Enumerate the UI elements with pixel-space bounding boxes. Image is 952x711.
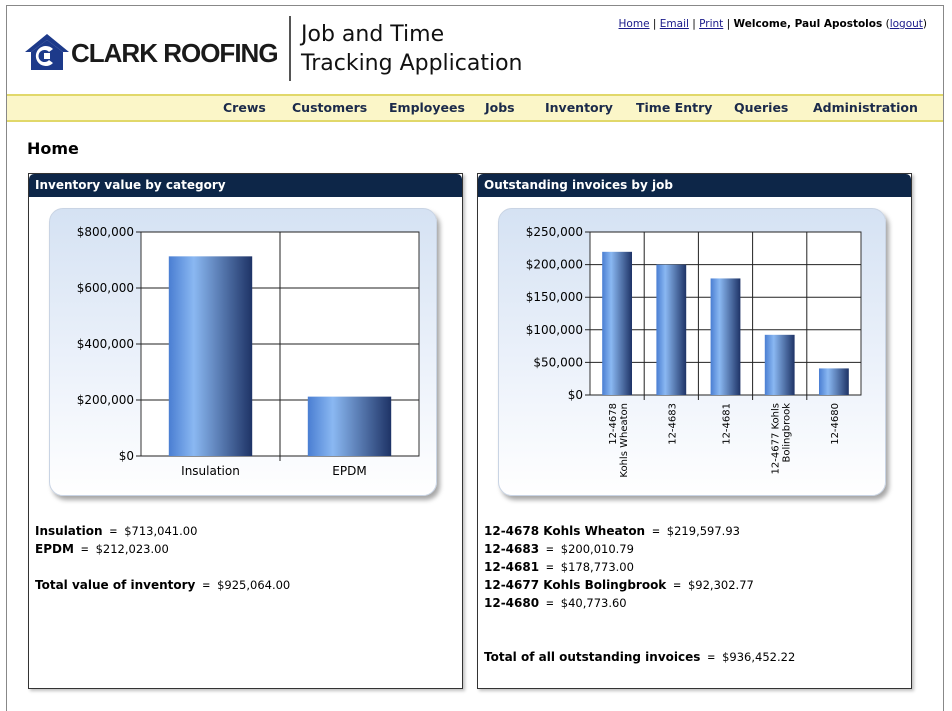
summary-value: $40,773.60 bbox=[560, 596, 627, 610]
y-tick-label: $200,000 bbox=[76, 393, 134, 407]
summary-label: 12-4678 Kohls Wheaton bbox=[484, 524, 646, 538]
x-tick-label: 12-4681 bbox=[721, 403, 733, 445]
nav-employees[interactable]: Employees bbox=[389, 100, 465, 115]
home-link[interactable]: Home bbox=[618, 18, 650, 30]
y-tick-label: $600,000 bbox=[76, 281, 134, 295]
logo-text: CLARK ROOFING bbox=[71, 38, 278, 68]
separator: | bbox=[726, 18, 731, 30]
summary-line: 12-4680 = $40,773.60 bbox=[484, 596, 627, 610]
header-divider bbox=[289, 16, 291, 81]
summary-label: 12-4681 bbox=[484, 560, 540, 574]
nav-jobs[interactable]: Jobs bbox=[485, 100, 515, 115]
bar bbox=[765, 335, 795, 395]
x-tick-label: 12-4677 Kohls bbox=[770, 403, 782, 475]
summary-label: Insulation bbox=[35, 524, 103, 538]
y-tick-label: $150,000 bbox=[525, 290, 583, 305]
x-tick-label: 12-4678 bbox=[608, 403, 620, 445]
y-tick-label: $50,000 bbox=[533, 355, 583, 370]
bar bbox=[819, 368, 849, 395]
x-tick-label: Insulation bbox=[181, 464, 240, 478]
app-window bbox=[6, 5, 944, 711]
y-tick-label: $250,000 bbox=[525, 225, 583, 239]
invoices-summary bbox=[484, 522, 795, 666]
y-tick-label: $0 bbox=[567, 388, 583, 402]
app-title-line1: Job and Time bbox=[301, 22, 445, 47]
y-tick-label: $400,000 bbox=[76, 337, 134, 351]
logo-house-icon bbox=[23, 32, 71, 72]
y-tick-label: $800,000 bbox=[76, 225, 134, 239]
summary-label: 12-4677 Kohls Bolingbrook bbox=[484, 578, 667, 592]
summary-value: $200,010.79 bbox=[560, 542, 634, 556]
bar bbox=[656, 265, 686, 395]
paren-open: ( bbox=[885, 18, 890, 30]
bar bbox=[169, 256, 252, 456]
company-logo[interactable] bbox=[23, 28, 283, 76]
logout-link[interactable]: logout bbox=[889, 18, 923, 30]
total-label: Total of all outstanding invoices bbox=[484, 650, 701, 664]
inventory-chart bbox=[50, 209, 438, 497]
nav-customers[interactable]: Customers bbox=[292, 100, 368, 115]
summary-total-line: Total of all outstanding invoices = $936,452.22 bbox=[484, 650, 796, 664]
total-value: $936,452.22 bbox=[722, 650, 796, 664]
email-link[interactable]: Email bbox=[659, 18, 689, 30]
inventory-summary bbox=[35, 522, 290, 594]
nav-administration[interactable]: Administration bbox=[813, 100, 918, 115]
summary-total-line: Total value of inventory = $925,064.00 bbox=[35, 578, 291, 592]
page-title: Home bbox=[27, 139, 79, 158]
paren-close: ) bbox=[922, 18, 927, 30]
inventory-panel bbox=[28, 173, 463, 689]
app-title bbox=[301, 20, 523, 78]
nav-inventory[interactable]: Inventory bbox=[545, 100, 613, 115]
app-title-line2: Tracking Application bbox=[301, 51, 523, 76]
separator: | bbox=[692, 18, 696, 30]
summary-line: 12-4681 = $178,773.00 bbox=[484, 560, 634, 574]
nav-time-entry[interactable]: Time Entry bbox=[636, 100, 713, 115]
main-nav bbox=[7, 94, 943, 122]
bar bbox=[602, 252, 632, 395]
summary-label: 12-4683 bbox=[484, 542, 540, 556]
summary-value: $92,302.77 bbox=[687, 578, 754, 592]
inventory-chart-container bbox=[49, 208, 437, 496]
x-tick-label: 12-4683 bbox=[667, 403, 679, 445]
invoices-chart bbox=[499, 209, 887, 497]
welcome-text: Welcome, Paul Apostolos bbox=[733, 18, 883, 30]
summary-line: 12-4678 Kohls Wheaton = $219,597.93 bbox=[484, 524, 740, 538]
x-tick-label: EPDM bbox=[332, 464, 367, 478]
spacer bbox=[35, 558, 290, 576]
summary-line: 12-4683 = $200,010.79 bbox=[484, 542, 634, 556]
spacer bbox=[484, 612, 795, 648]
summary-line: Insulation = $713,041.00 bbox=[35, 524, 198, 538]
x-tick-label: Kohls Wheaton bbox=[619, 403, 631, 478]
y-tick-label: $100,000 bbox=[525, 322, 583, 337]
summary-value: $212,023.00 bbox=[95, 542, 169, 556]
summary-line: 12-4677 Kohls Bolingbrook = $92,302.77 bbox=[484, 578, 754, 592]
summary-value: $178,773.00 bbox=[560, 560, 634, 574]
invoices-chart-container bbox=[498, 208, 886, 496]
print-link[interactable]: Print bbox=[699, 18, 724, 30]
x-tick-label: 12-4680 bbox=[829, 403, 841, 445]
summary-value: $219,597.93 bbox=[666, 524, 740, 538]
summary-label: EPDM bbox=[35, 542, 74, 556]
nav-queries[interactable]: Queries bbox=[734, 100, 789, 115]
top-links bbox=[619, 18, 927, 30]
summary-label: 12-4680 bbox=[484, 596, 540, 610]
bar bbox=[308, 397, 391, 456]
summary-value: $713,041.00 bbox=[124, 524, 198, 538]
y-tick-label: $0 bbox=[118, 449, 134, 463]
y-tick-label: $200,000 bbox=[525, 257, 583, 272]
total-label: Total value of inventory bbox=[35, 578, 196, 592]
invoices-panel bbox=[477, 173, 912, 689]
bar bbox=[711, 278, 741, 395]
total-value: $925,064.00 bbox=[217, 578, 291, 592]
x-tick-label: Bolingbrook bbox=[781, 403, 793, 463]
inventory-panel-title: Inventory value by category bbox=[29, 174, 462, 197]
nav-crews[interactable]: Crews bbox=[223, 100, 266, 115]
summary-line: EPDM = $212,023.00 bbox=[35, 542, 169, 556]
invoices-panel-title: Outstanding invoices by job bbox=[478, 174, 911, 197]
separator: | bbox=[652, 18, 657, 30]
